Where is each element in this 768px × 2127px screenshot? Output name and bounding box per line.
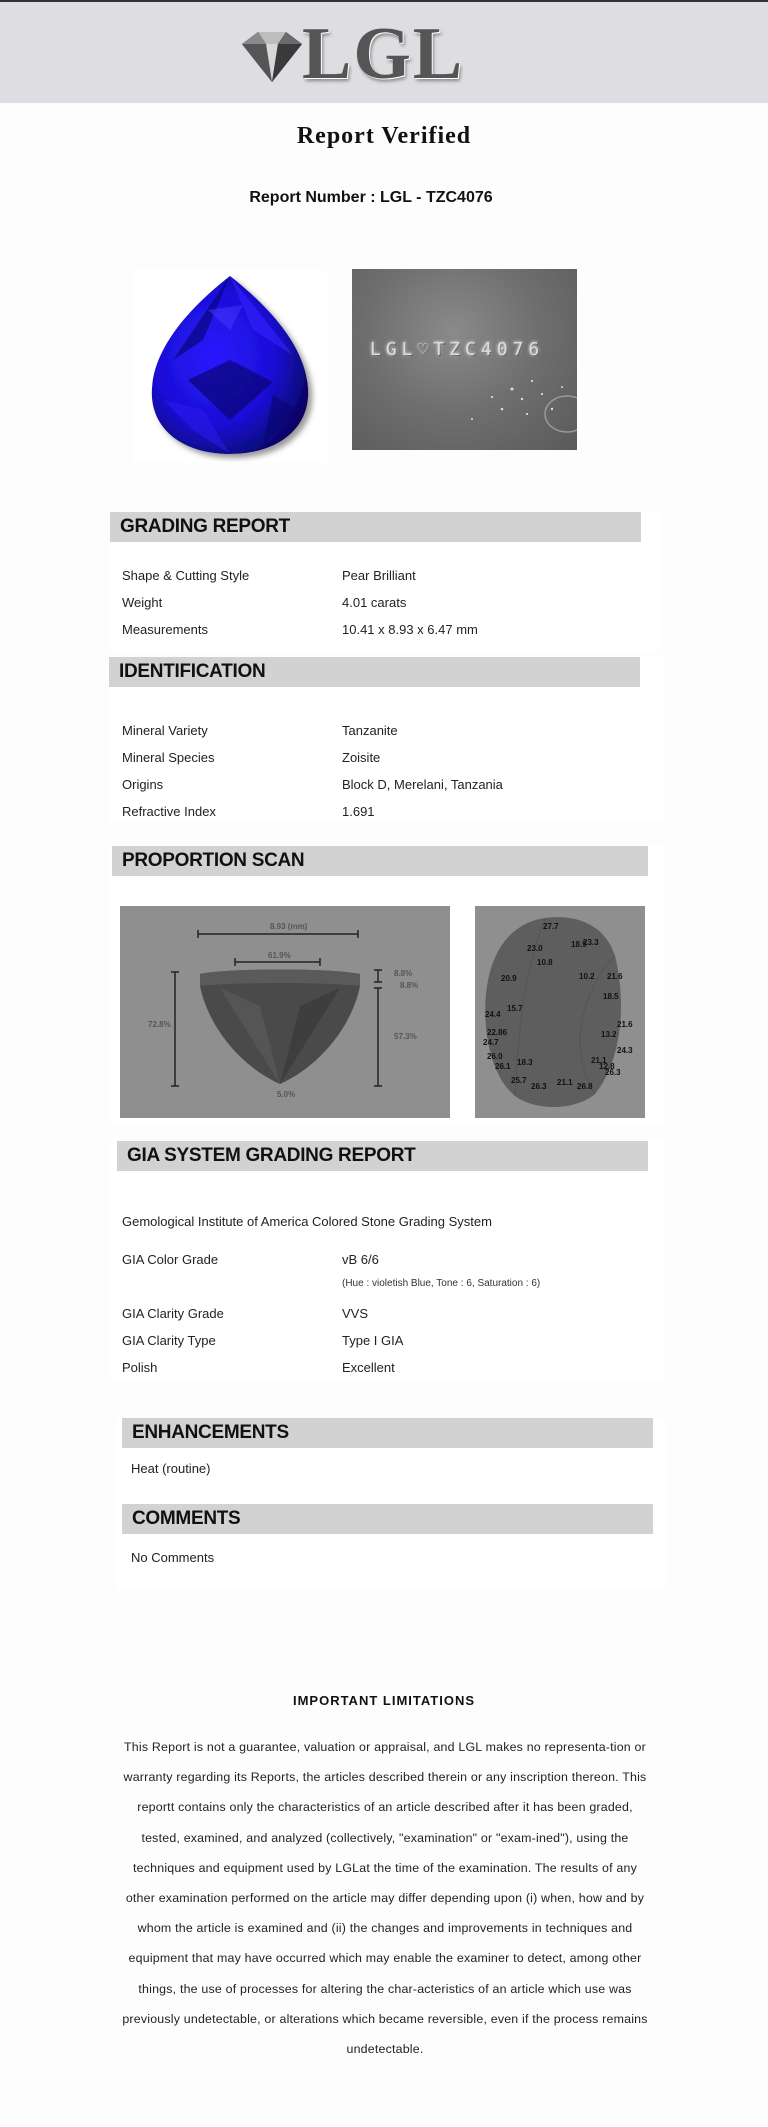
top-label: 10.2 — [579, 972, 595, 981]
gia-color-note: (Hue : violetish Blue, Tone : 6, Saturation : 6) — [342, 1278, 541, 1289]
top-label: 26.8 — [577, 1082, 593, 1091]
grading-report-header: GRADING REPORT — [110, 512, 641, 542]
report-number: Report Number : LGL - TZC4076 — [249, 189, 493, 206]
enhancements-header: ENHANCEMENTS — [122, 1418, 653, 1448]
mineral-variety-label: Mineral Variety — [122, 723, 208, 738]
top-label: 21.6 — [617, 1020, 633, 1029]
top-label: 22.86 — [487, 1028, 508, 1037]
profile-scan — [120, 906, 450, 1118]
weight-label: Weight — [122, 595, 163, 610]
diamond-icon — [232, 26, 312, 86]
header — [0, 2, 768, 103]
limitations-title: IMPORTANT LIMITATIONS — [292, 1693, 476, 1708]
gia-clarity-grade-value: VVS — [342, 1306, 369, 1321]
shape-value: Pear Brilliant — [342, 568, 416, 583]
gia-clarity-type-value: Type I GIA — [342, 1333, 404, 1348]
top-label: 24.7 — [483, 1038, 499, 1047]
shape-label: Shape & Cutting Style — [122, 568, 250, 583]
polish-value: Excellent — [342, 1360, 395, 1375]
gia-system-name: Gemological Institute of America Colored Stone Grading System — [122, 1214, 492, 1229]
top-label: 27.7 — [543, 922, 559, 931]
proportion-scan-header: PROPORTION SCAN — [112, 846, 648, 876]
top-label: 21.1 — [557, 1078, 573, 1087]
table-label: 61.9% — [268, 951, 291, 960]
top-label: 20.9 — [501, 974, 517, 983]
top-label: 12.8 — [599, 1062, 615, 1071]
top-label: 26.0 — [487, 1052, 503, 1061]
page-title: Report Verified — [296, 123, 472, 149]
mineral-species-value: Zoisite — [342, 750, 381, 765]
top-label: 24.3 — [617, 1046, 633, 1055]
top-label: 18.5 — [603, 992, 619, 1001]
top-label: 23.3 — [583, 938, 599, 947]
top-label: 26.1 — [495, 1062, 511, 1071]
gia-color-value: vB 6/6 — [342, 1252, 379, 1267]
top-label: 26.3 — [605, 1068, 621, 1077]
enhancements-text: Heat (routine) — [131, 1461, 211, 1476]
crown-label-b: 8.8% — [400, 981, 419, 990]
gia-clarity-type-label: GIA Clarity Type — [122, 1333, 216, 1348]
top-label: 10.8 — [537, 958, 553, 967]
gia-clarity-grade-label: GIA Clarity Grade — [122, 1306, 224, 1321]
lgl-logo — [232, 13, 492, 96]
top-label: 21.6 — [607, 972, 623, 981]
inscription-text: LGL♡TZC4076 — [370, 339, 545, 360]
polish-label: Polish — [122, 1360, 158, 1375]
mineral-species-label: Mineral Species — [122, 750, 215, 765]
origins-label: Origins — [122, 777, 164, 792]
top-label: 21.1 — [591, 1056, 607, 1065]
comments-text: No Comments — [131, 1550, 215, 1565]
top-label: 23.0 — [527, 944, 543, 953]
top-label: 18.3 — [517, 1058, 533, 1067]
top-label: 15.7 — [507, 1004, 523, 1013]
limitations-body: This Report is not a guarantee, valuation or appraisal, and LGL makes no representa-tion or warranty regarding its Reports, the articles described therein or any inscription thereon. This reportt contains only the characteristics of an article described after it has been graded, tested, examined, and analyzed (collectively, "examination" or "exam-ined"), using the techniques and equipment used by LGLat the time of the examination. The results of any other examination performed on the article may differ depending upon (i) when, how and by whom the article is examined and (ii) the changes and improvements in techniques and equipment that may have occurred which may enable the examiner to detect, among other things, the use of processes for altering the char-acteristics of an article which use was previously undetectable, or alterations which became reversible, even if the process remains undetectable. — [122, 1740, 648, 2057]
weight-value: 4.01 carats — [342, 595, 407, 610]
refractive-index-value: 1.691 — [342, 804, 375, 819]
logo-text: LGL — [302, 13, 465, 95]
top-view-scan — [475, 906, 645, 1118]
gia-color-label: GIA Color Grade — [122, 1252, 219, 1267]
gemstone-photo — [133, 270, 327, 462]
top-label: 13.2 — [601, 1030, 617, 1039]
identification-header: IDENTIFICATION — [109, 657, 640, 687]
width-label: 8.93 (mm) — [270, 922, 308, 931]
top-label: 18.9 — [571, 940, 587, 949]
top-label: 26.3 — [531, 1082, 547, 1091]
mineral-variety-value: Tanzanite — [342, 723, 398, 738]
culet-label: 5.0% — [277, 1090, 296, 1099]
refractive-index-label: Refractive Index — [122, 804, 216, 819]
gia-report-header: GIA SYSTEM GRADING REPORT — [117, 1141, 648, 1171]
crown-label-a: 8.8% — [394, 969, 413, 978]
measurements-value: 10.41 x 8.93 x 6.47 mm — [342, 622, 478, 637]
comments-header: COMMENTS — [122, 1504, 653, 1534]
origins-value: Block D, Merelani, Tanzania — [342, 777, 503, 792]
top-label: 24.4 — [485, 1010, 501, 1019]
laser-inscription-photo — [352, 269, 577, 450]
top-label: 25.7 — [511, 1076, 527, 1085]
pavilion-label: 57.3% — [394, 1032, 417, 1041]
measurements-label: Measurements — [122, 622, 208, 637]
total-depth-label: 72.8% — [148, 1020, 171, 1029]
